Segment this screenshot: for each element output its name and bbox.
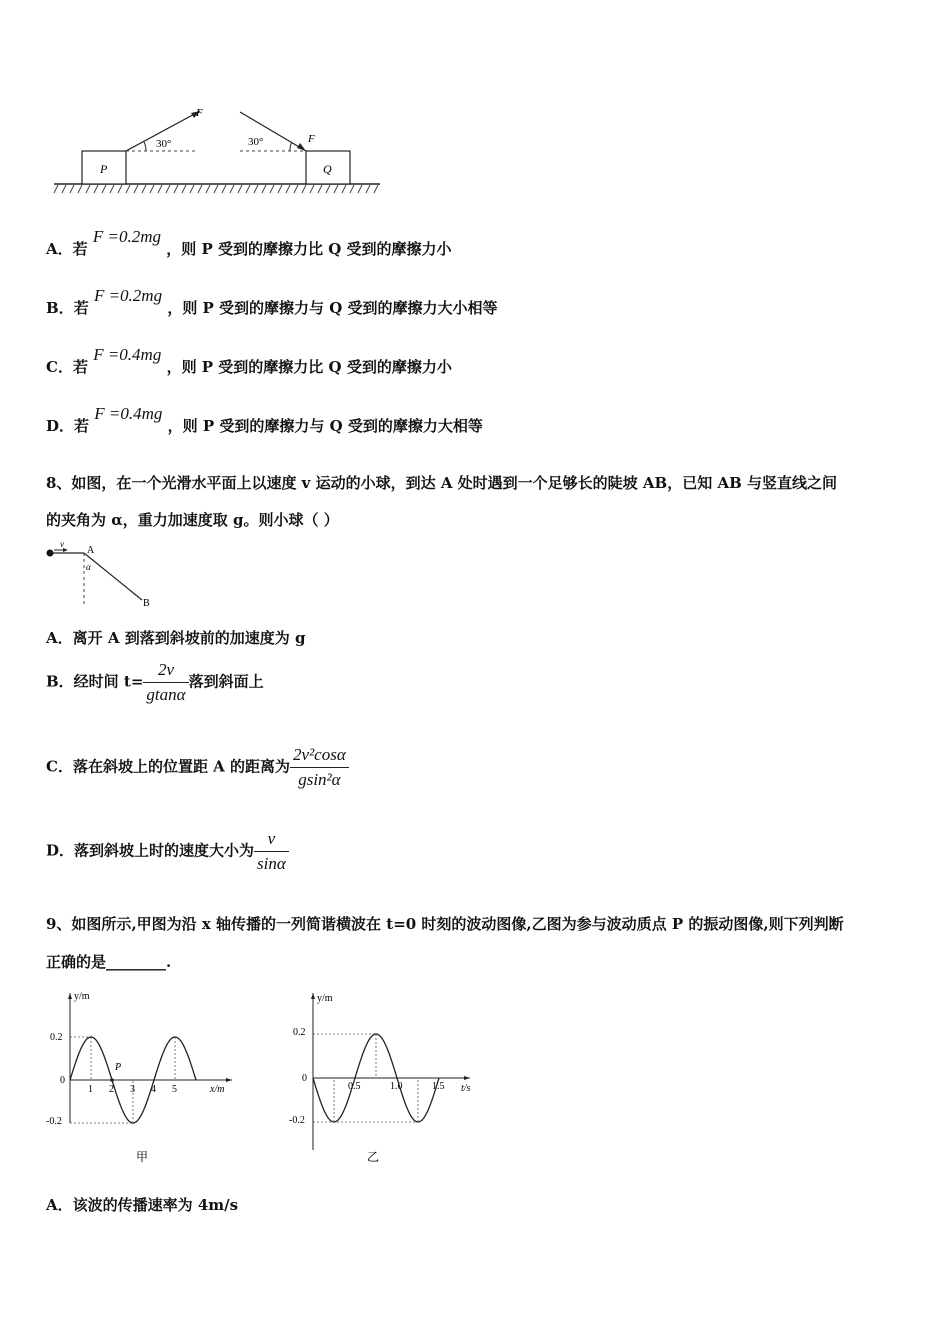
q8-option-b-fraction — [143, 660, 188, 705]
blocks-force-figure — [50, 98, 390, 198]
point-a-label: A — [87, 545, 95, 556]
q7-option-a-letter: A — [46, 240, 58, 258]
q9-stem-line1: 9、如图所示,甲图为沿 x 轴传播的一列简谐横波在 t=0 时刻的波动图像,乙图为参与波动质点 P 的振动图像,则下列判断 — [46, 915, 844, 933]
q7-option-b-prefix: ．若 — [58, 299, 89, 317]
block-p-label: P — [100, 162, 108, 176]
q8-option-b-numerator: 2v — [143, 660, 188, 683]
q8-option-d-numerator: v — [254, 829, 289, 852]
q8-option-c-fraction — [290, 745, 349, 790]
yi-ytick-zero: 0 — [302, 1073, 307, 1084]
slope-figure — [42, 538, 162, 612]
q7-option-c-letter: C — [46, 358, 58, 376]
q8-option-c-numerator: 2v²cosα — [290, 745, 349, 768]
q7-option-d-formula: F =0.4mg — [94, 404, 163, 423]
jia-xtick-4: 4 — [151, 1084, 156, 1095]
jia-xlabel: x/m — [210, 1084, 225, 1095]
jia-xtick-1: 1 — [88, 1084, 93, 1095]
jia-xtick-5: 5 — [172, 1084, 177, 1095]
yi-ylabel: y/m — [317, 993, 333, 1004]
jia-ytick-zero: 0 — [60, 1075, 65, 1086]
q7-option-a-prefix: ．若 — [57, 240, 88, 258]
force-q-label: F — [308, 133, 315, 145]
jia-ylabel: y/m — [74, 991, 90, 1002]
jia-xtick-3: 3 — [130, 1084, 135, 1095]
vibration-chart-yi — [285, 985, 485, 1165]
q9-option-a: A．该波的传播速率为 4m/s — [46, 1196, 239, 1214]
velocity-label: v — [60, 539, 64, 549]
q8-option-c — [46, 745, 349, 790]
q8-option-b — [46, 660, 264, 705]
q8-option-c-denominator: gsin²α — [298, 770, 341, 789]
q7-option-d-letter: D — [46, 417, 60, 435]
q8-option-b-suffix: 落到斜面上 — [188, 672, 264, 691]
jia-point-p-label: P — [115, 1062, 122, 1073]
alpha-label: α — [86, 562, 91, 572]
q8-stem-line2: 的夹角为 α，重力加速度取 g。则小球（ ） — [46, 511, 339, 529]
q7-option-a-text: ，则 P 受到的摩擦力比 Q 受到的摩擦力小 — [166, 240, 452, 258]
q8-option-b-prefix: B．经时间 t= — [46, 672, 144, 691]
angle-p-label: 30° — [156, 138, 172, 150]
q8-option-b-denominator: gtanα — [146, 685, 186, 704]
q8-option-d-prefix: D．落到斜坡上时的速度大小为 — [46, 841, 255, 860]
yi-xtick-1.0: 1.0 — [390, 1081, 403, 1092]
q7-option-d-text: ，则 P 受到的摩擦力与 Q 受到的摩擦力大相等 — [167, 417, 483, 435]
jia-ytick-bottom: -0.2 — [46, 1116, 62, 1127]
q7-option-b-letter: B — [46, 299, 59, 317]
q8-option-c-prefix: C．落在斜坡上的位置距 A 的距离为 — [46, 757, 291, 776]
block-q-label: Q — [323, 162, 332, 176]
yi-title: 乙 — [367, 1150, 380, 1164]
q7-option-b-formula: F =0.2mg — [93, 286, 163, 305]
q7-option-d-prefix: ．若 — [59, 417, 90, 435]
q9-stem-line2: 正确的是________. — [46, 953, 172, 971]
wave-chart-jia — [40, 985, 240, 1165]
q8-option-d-fraction — [254, 829, 289, 874]
q7-option-c-text: ，则 P 受到的摩擦力比 Q 受到的摩擦力小 — [166, 358, 452, 376]
q8-stem-line1: 8、如图，在一个光滑水平面上以速度 v 运动的小球，到达 A 处时遇到一个足够长的陡坡 AB，已知 AB 与竖直线之间 — [46, 474, 837, 492]
q7-option-c-formula: F =0.4mg — [93, 345, 162, 364]
q7-option-b-text: ，则 P 受到的摩擦力与 Q 受到的摩擦力大小相等 — [167, 299, 498, 317]
q7-option-a — [46, 227, 452, 259]
yi-xtick-0.5: 0.5 — [348, 1081, 361, 1092]
q8-option-d-denominator: sinα — [257, 854, 286, 873]
q7-option-b — [46, 286, 498, 318]
force-p-label: F — [196, 107, 203, 119]
point-b-label: B — [143, 598, 150, 609]
yi-xlabel: t/s — [461, 1083, 471, 1094]
yi-ytick-bottom: -0.2 — [289, 1115, 305, 1126]
q7-option-d — [46, 404, 483, 436]
jia-title: 甲 — [136, 1150, 149, 1164]
q8-option-a: A．离开 A 到落到斜坡前的加速度为 g — [46, 629, 306, 647]
jia-xtick-2: 2 — [109, 1084, 114, 1095]
q7-option-c-prefix: ．若 — [57, 358, 88, 376]
yi-xtick-1.5: 1.5 — [432, 1081, 445, 1092]
q7-option-c — [46, 345, 452, 377]
q8-option-d — [46, 829, 289, 874]
q7-option-a-formula: F =0.2mg — [92, 227, 162, 246]
yi-ytick-top: 0.2 — [293, 1027, 306, 1038]
jia-ytick-top: 0.2 — [50, 1032, 63, 1043]
angle-q-label: 30° — [248, 136, 264, 148]
